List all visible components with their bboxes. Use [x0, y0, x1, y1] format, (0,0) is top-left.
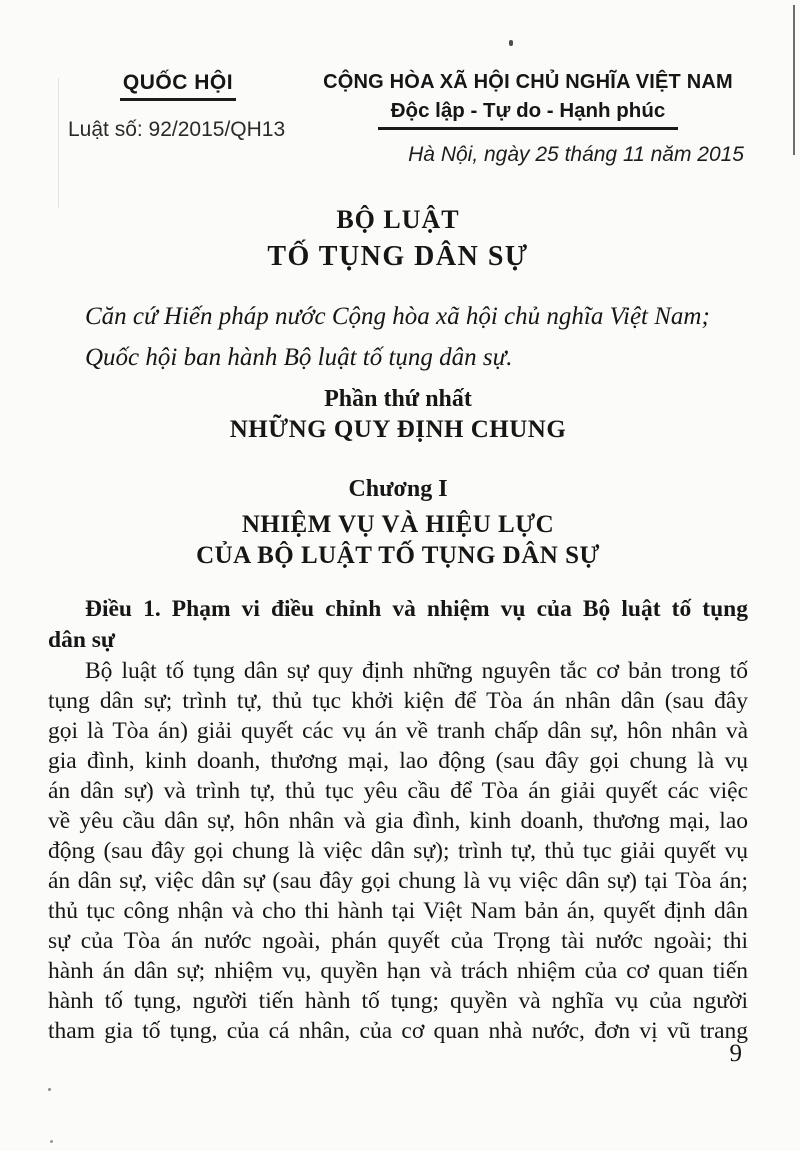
chapter-label: Chương I: [348, 476, 448, 502]
law-number: Luật số: 92/2015/QH13: [68, 118, 286, 141]
article-body-line: gia đình, kinh doanh, thương mại, lao động (sau đây gọi chung là vụ: [48, 748, 748, 774]
page-content: [0, 70, 800, 1046]
date-line: Hà Nội, ngày 25 tháng 11 năm 2015: [408, 143, 744, 166]
article-heading-line-2: dân sự: [48, 627, 116, 653]
chapter-title-line: CỦA BỘ LUẬT TỐ TỤNG DÂN SỰ: [196, 542, 600, 569]
scan-artifact-speck: [50, 1140, 53, 1143]
preamble: [48, 296, 748, 378]
document-header: [48, 70, 748, 168]
header-left-column: [48, 70, 308, 168]
republic-title: CỘNG HÒA XÃ HỘI CHỦ NGHĨA VIỆT NAM: [323, 71, 733, 93]
issuing-body: [48, 70, 308, 101]
document-title: BỘ LUẬT: [336, 205, 460, 234]
article-body-line: thủ tục công nhận và cho thi hành tại Việt Nam bản án, quyết định dân: [48, 898, 748, 924]
article-body-line: án dân sự, việc dân sự (sau đây gọi chung là vụ việc dân sự) tại Tòa án;: [48, 868, 748, 894]
national-motto-text: Độc lập - Tự do - Hạnh phúc: [378, 99, 679, 130]
article-body-line: án dân sự) và trình tự, thủ tục yêu cầu để Tòa án giải quyết các việc: [48, 778, 748, 804]
issuing-body-text: QUỐC HỘI: [120, 70, 236, 101]
preamble-line: Căn cứ Hiến pháp nước Cộng hòa xã hội chủ nghĩa Việt Nam;: [85, 303, 710, 330]
article-body-line: về yêu cầu dân sự, hôn nhân và gia đình, kinh doanh, thương mại, lao: [48, 808, 748, 834]
page-number: 9: [729, 1040, 742, 1067]
national-motto: [308, 99, 748, 130]
scan-artifact-edge-line: [793, 5, 795, 155]
chapter-title-line: NHIỆM VỤ VÀ HIỆU LỰC: [241, 511, 555, 538]
article-body-line: tụng dân sự; trình tự, thủ tục khởi kiện để Tòa án nhân dân (sau đây: [48, 688, 748, 714]
scan-artifact-scratch: [58, 78, 59, 208]
article-heading-line-1: Điều 1. Phạm vi điều chỉnh và nhiệm vụ của Bộ luật tố tụng: [85, 596, 748, 622]
scan-artifact-dot: [509, 40, 513, 46]
scan-artifact-speck: [48, 1088, 51, 1091]
preamble-line: Quốc hội ban hành Bộ luật tố tụng dân sự.: [85, 344, 513, 371]
article-body-line: Bộ luật tố tụng dân sự quy định những nguyên tắc cơ bản trong tố: [85, 658, 748, 684]
chapter-title: [48, 509, 748, 571]
part-title: NHỮNG QUY ĐỊNH CHUNG: [229, 416, 567, 443]
document-subtitle: TỐ TỤNG DÂN SỰ: [267, 241, 529, 272]
article-body: [48, 656, 748, 1046]
article-body-line: sự của Tòa án nước ngoài, phán quyết của Trọng tài nước ngoài; thi: [48, 928, 748, 954]
part-label: Phần thứ nhất: [324, 386, 472, 412]
article-body-line: động (sau đây gọi chung là việc dân sự); trình tự, thủ tục giải quyết vụ: [48, 838, 748, 864]
header-right-column: [308, 70, 748, 168]
article-body-line: hành tố tụng, người tiến hành tố tụng; quyền và nghĩa vụ của người: [48, 988, 748, 1014]
article-body-line: hành án dân sự; nhiệm vụ, quyền hạn và trách nhiệm của cơ quan tiến: [48, 958, 748, 984]
article-body-line: gọi là Tòa án) giải quyết các vụ án về tranh chấp dân sự, hôn nhân và: [48, 718, 748, 744]
article-body-line: tham gia tố tụng, của cá nhân, của cơ quan nhà nước, đơn vị vũ trang: [48, 1018, 748, 1044]
article-heading: [48, 594, 748, 656]
